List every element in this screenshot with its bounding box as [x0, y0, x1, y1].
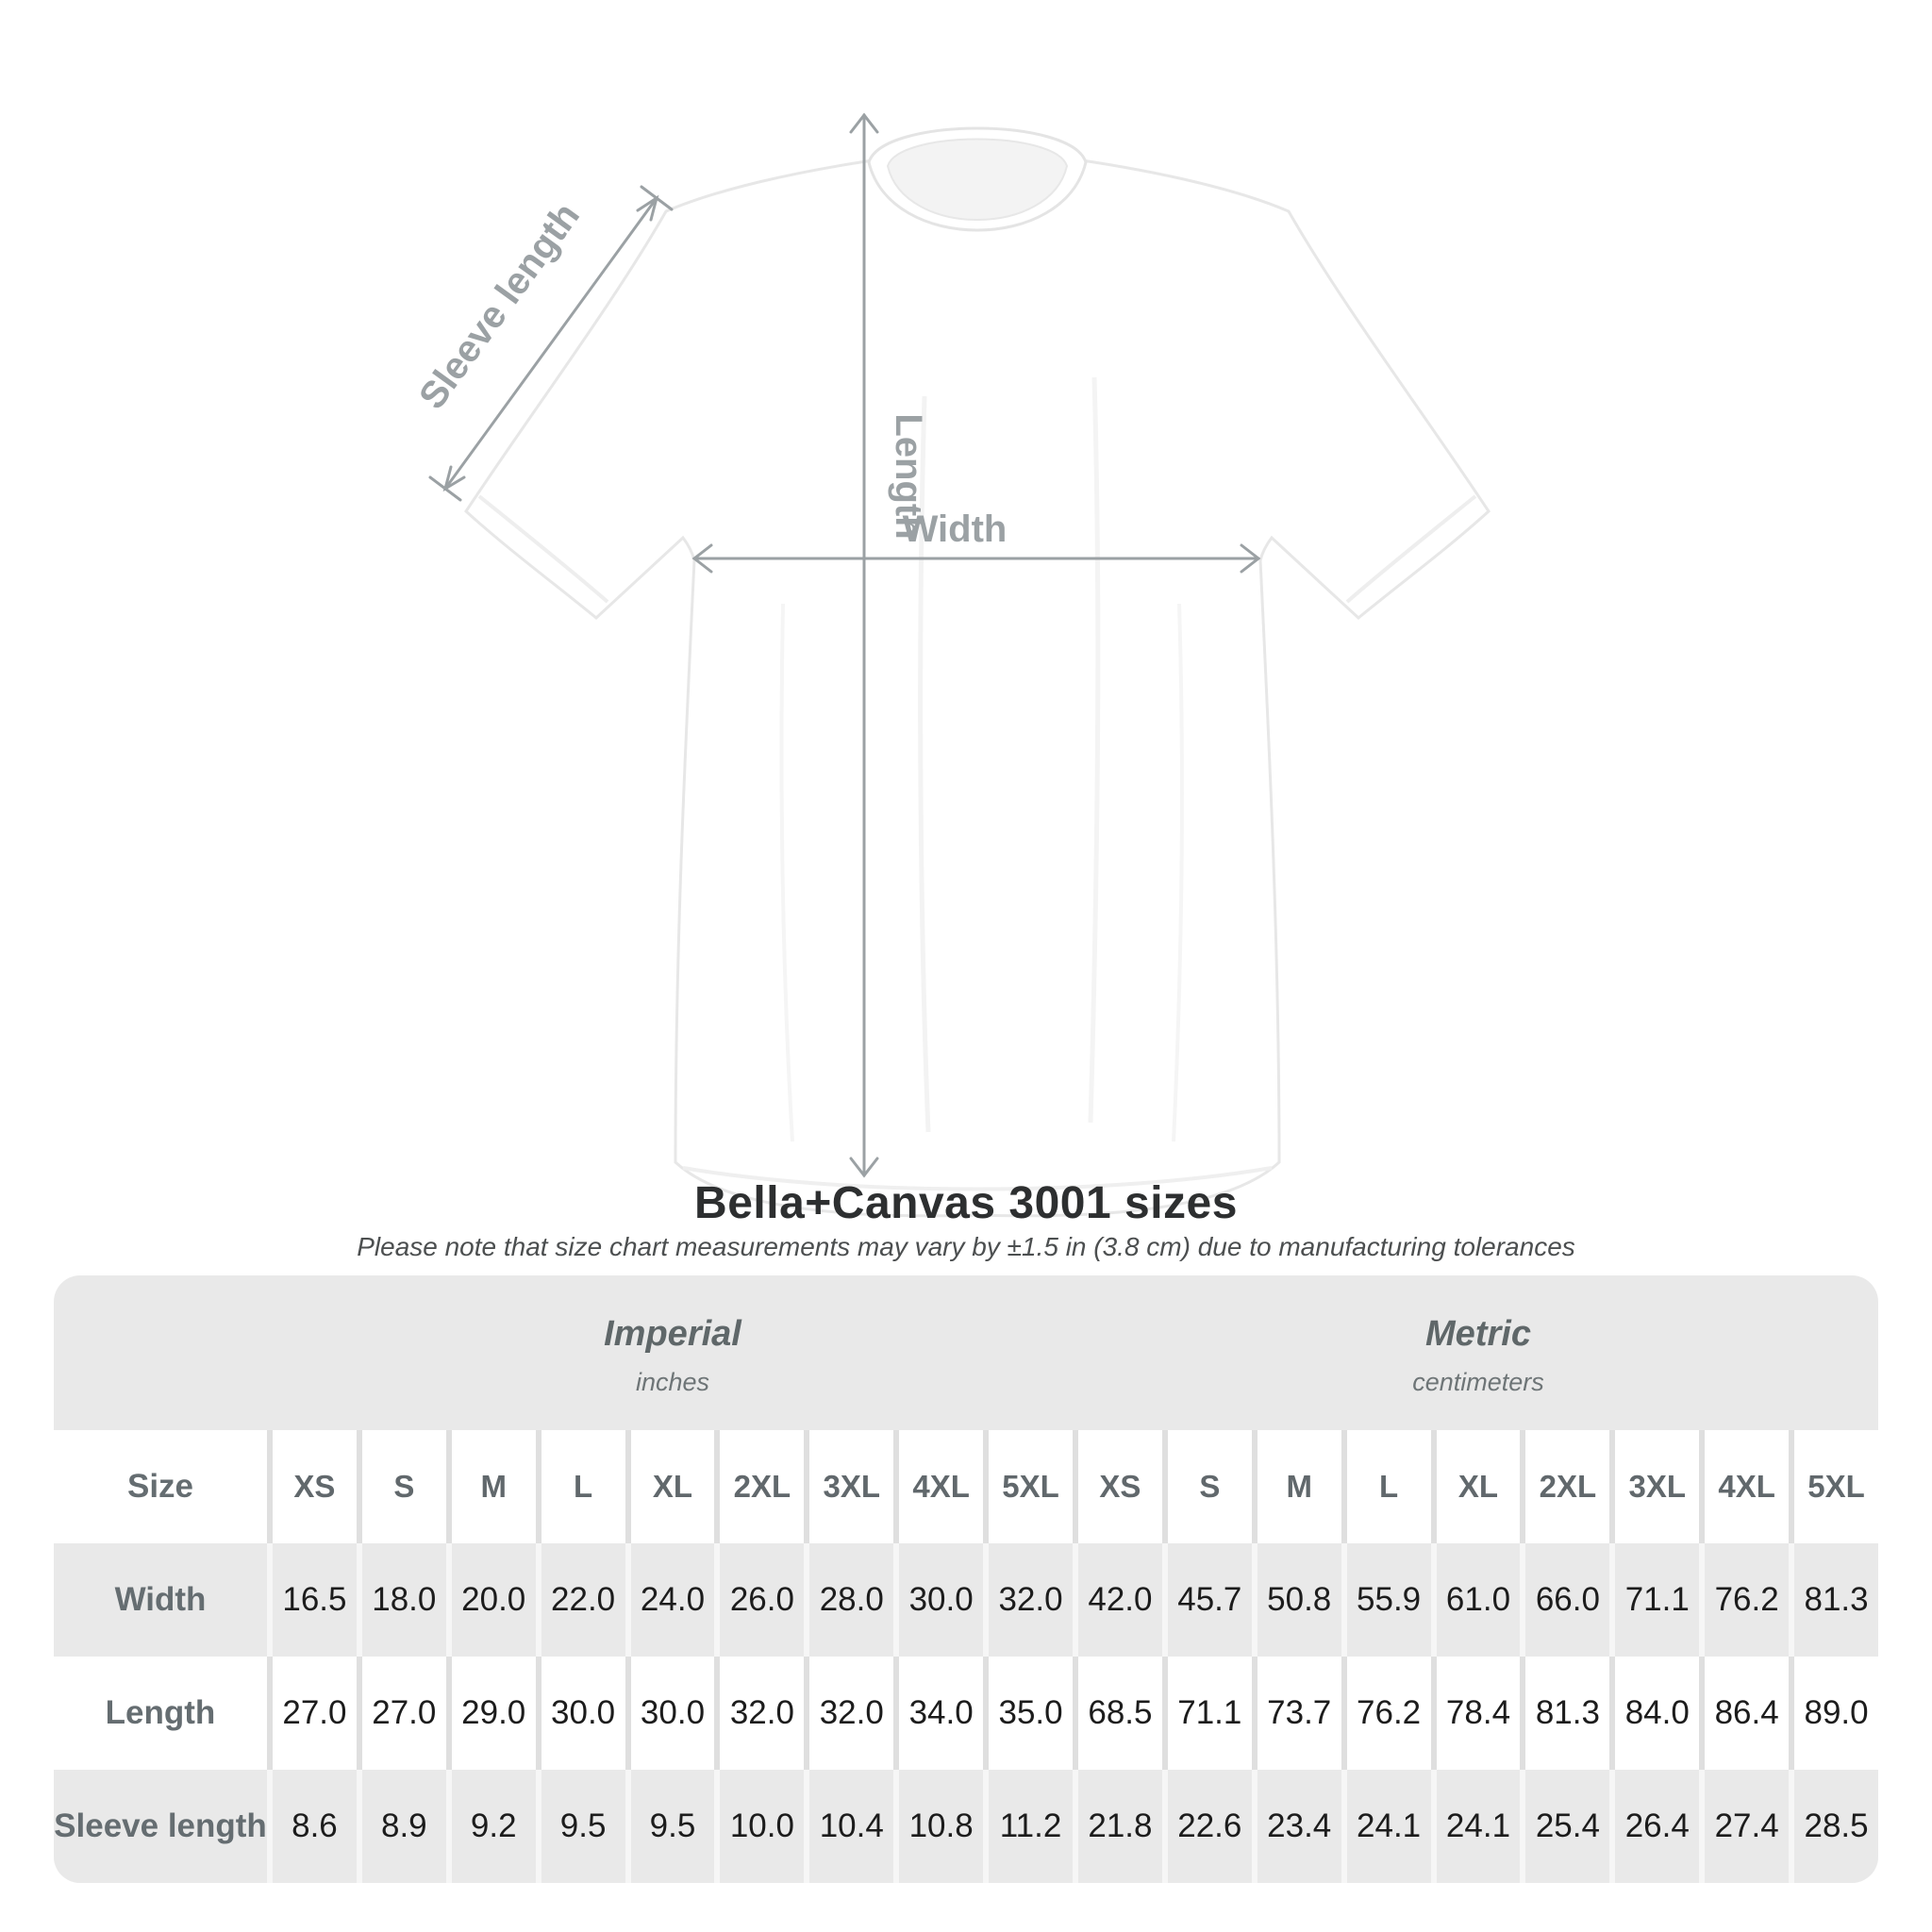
sleeve-length-metric-l-value: 24.1 — [1347, 1770, 1431, 1883]
size-header-metric-l: L — [1347, 1430, 1431, 1543]
size-header-imperial-xs: XS — [273, 1430, 357, 1543]
width-metric-m-value: 50.8 — [1257, 1543, 1341, 1657]
size-header-imperial-l: L — [541, 1430, 625, 1543]
width-imperial-xs-value: 16.5 — [273, 1543, 357, 1657]
metric-section-unit: centimeters — [1412, 1368, 1544, 1396]
sleeve-length-imperial-5xl-value: 11.2 — [989, 1770, 1073, 1883]
unit-section-header-row — [54, 1275, 1878, 1430]
length-metric-2xl-value: 81.3 — [1525, 1657, 1609, 1770]
width-metric-s-value: 45.7 — [1168, 1543, 1252, 1657]
width-imperial-5xl-value: 32.0 — [989, 1543, 1073, 1657]
sleeve-length-imperial-3xl-value: 10.4 — [809, 1770, 893, 1883]
length-label: Length — [888, 413, 929, 540]
width-metric-2xl-value: 66.0 — [1525, 1543, 1609, 1657]
sleeve-length-imperial-l-value: 9.5 — [541, 1770, 625, 1883]
sleeve-length-imperial-s-value: 8.9 — [362, 1770, 446, 1883]
width-metric-xl-value: 61.0 — [1437, 1543, 1521, 1657]
sleeve-length-metric-m-value: 23.4 — [1257, 1770, 1341, 1883]
width-imperial-4xl-value: 30.0 — [899, 1543, 983, 1657]
width-metric-l-value: 55.9 — [1347, 1543, 1431, 1657]
length-imperial-m-value: 29.0 — [452, 1657, 536, 1770]
length-imperial-xl-value: 30.0 — [631, 1657, 715, 1770]
metric-section-title: Metric — [1425, 1314, 1531, 1354]
size-header-metric-4xl: 4XL — [1705, 1430, 1789, 1543]
width-label: Width — [902, 508, 1008, 550]
size-header-metric-xl: XL — [1437, 1430, 1521, 1543]
sleeve-length-metric-3xl-value: 26.4 — [1615, 1770, 1699, 1883]
width-imperial-2xl-value: 26.0 — [720, 1543, 804, 1657]
width-imperial-3xl-value: 28.0 — [809, 1543, 893, 1657]
length-imperial-s-value: 27.0 — [362, 1657, 446, 1770]
size-header-imperial-m: M — [452, 1430, 536, 1543]
row-label-sleeve-length: Sleeve length — [54, 1770, 267, 1883]
sleeve-length-metric-xs-value: 21.8 — [1078, 1770, 1162, 1883]
width-imperial-l-value: 22.0 — [541, 1543, 625, 1657]
metric-section-header — [1078, 1275, 1878, 1430]
size-header-imperial-4xl: 4XL — [899, 1430, 983, 1543]
sleeve-length-imperial-xl-value: 9.5 — [631, 1770, 715, 1883]
measurement-row-sleeve-length — [54, 1770, 1878, 1883]
width-imperial-s-value: 18.0 — [362, 1543, 446, 1657]
length-imperial-5xl-value: 35.0 — [989, 1657, 1073, 1770]
measurement-row-length — [54, 1657, 1878, 1770]
size-header-imperial-2xl: 2XL — [720, 1430, 804, 1543]
width-metric-4xl-value: 76.2 — [1705, 1543, 1789, 1657]
imperial-section-title: Imperial — [604, 1314, 741, 1354]
size-header-metric-xs: XS — [1078, 1430, 1162, 1543]
length-imperial-4xl-value: 34.0 — [899, 1657, 983, 1770]
size-header-metric-2xl: 2XL — [1525, 1430, 1609, 1543]
length-metric-xl-value: 78.4 — [1437, 1657, 1521, 1770]
size-header-imperial-s: S — [362, 1430, 446, 1543]
sleeve-length-imperial-xs-value: 8.6 — [273, 1770, 357, 1883]
length-metric-s-value: 71.1 — [1168, 1657, 1252, 1770]
sleeve-length-metric-2xl-value: 25.4 — [1525, 1770, 1609, 1883]
sleeve-length-metric-5xl-value: 28.5 — [1794, 1770, 1878, 1883]
length-imperial-l-value: 30.0 — [541, 1657, 625, 1770]
length-metric-5xl-value: 89.0 — [1794, 1657, 1878, 1770]
sleeve-length-label: Sleeve length — [410, 195, 589, 417]
width-metric-xs-value: 42.0 — [1078, 1543, 1162, 1657]
length-metric-4xl-value: 86.4 — [1705, 1657, 1789, 1770]
length-metric-l-value: 76.2 — [1347, 1657, 1431, 1770]
sleeve-length-imperial-2xl-value: 10.0 — [720, 1770, 804, 1883]
size-header-row — [54, 1430, 1878, 1543]
length-imperial-xs-value: 27.0 — [273, 1657, 357, 1770]
size-header-metric-m: M — [1257, 1430, 1341, 1543]
page-title: Bella+Canvas 3001 sizes — [694, 1178, 1238, 1228]
row-label-length: Length — [54, 1657, 267, 1770]
width-metric-5xl-value: 81.3 — [1794, 1543, 1878, 1657]
width-metric-3xl-value: 71.1 — [1615, 1543, 1699, 1657]
imperial-section-header — [273, 1275, 1073, 1430]
tolerance-note: Please note that size chart measurements may vary by ±1.5 in (3.8 cm) due to manufacturing tolerances — [357, 1232, 1575, 1261]
width-imperial-xl-value: 24.0 — [631, 1543, 715, 1657]
size-header-imperial-5xl: 5XL — [989, 1430, 1073, 1543]
imperial-section-unit: inches — [635, 1368, 710, 1396]
length-imperial-2xl-value: 32.0 — [720, 1657, 804, 1770]
size-column-header: Size — [54, 1430, 267, 1543]
length-metric-xs-value: 68.5 — [1078, 1657, 1162, 1770]
length-imperial-3xl-value: 32.0 — [809, 1657, 893, 1770]
sleeve-length-imperial-m-value: 9.2 — [452, 1770, 536, 1883]
length-metric-m-value: 73.7 — [1257, 1657, 1341, 1770]
size-header-imperial-3xl: 3XL — [809, 1430, 893, 1543]
sleeve-length-metric-s-value: 22.6 — [1168, 1770, 1252, 1883]
sleeve-length-metric-4xl-value: 27.4 — [1705, 1770, 1789, 1883]
width-imperial-m-value: 20.0 — [452, 1543, 536, 1657]
size-header-metric-5xl: 5XL — [1794, 1430, 1878, 1543]
size-header-imperial-xl: XL — [631, 1430, 715, 1543]
size-chart-table — [54, 1275, 1878, 1883]
length-metric-3xl-value: 84.0 — [1615, 1657, 1699, 1770]
row-label-width: Width — [54, 1543, 267, 1657]
size-header-metric-3xl: 3XL — [1615, 1430, 1699, 1543]
sleeve-length-metric-xl-value: 24.1 — [1437, 1770, 1521, 1883]
measurement-row-width — [54, 1543, 1878, 1657]
size-header-metric-s: S — [1168, 1430, 1252, 1543]
sleeve-length-imperial-4xl-value: 10.8 — [899, 1770, 983, 1883]
tshirt-illustration — [466, 128, 1489, 1216]
